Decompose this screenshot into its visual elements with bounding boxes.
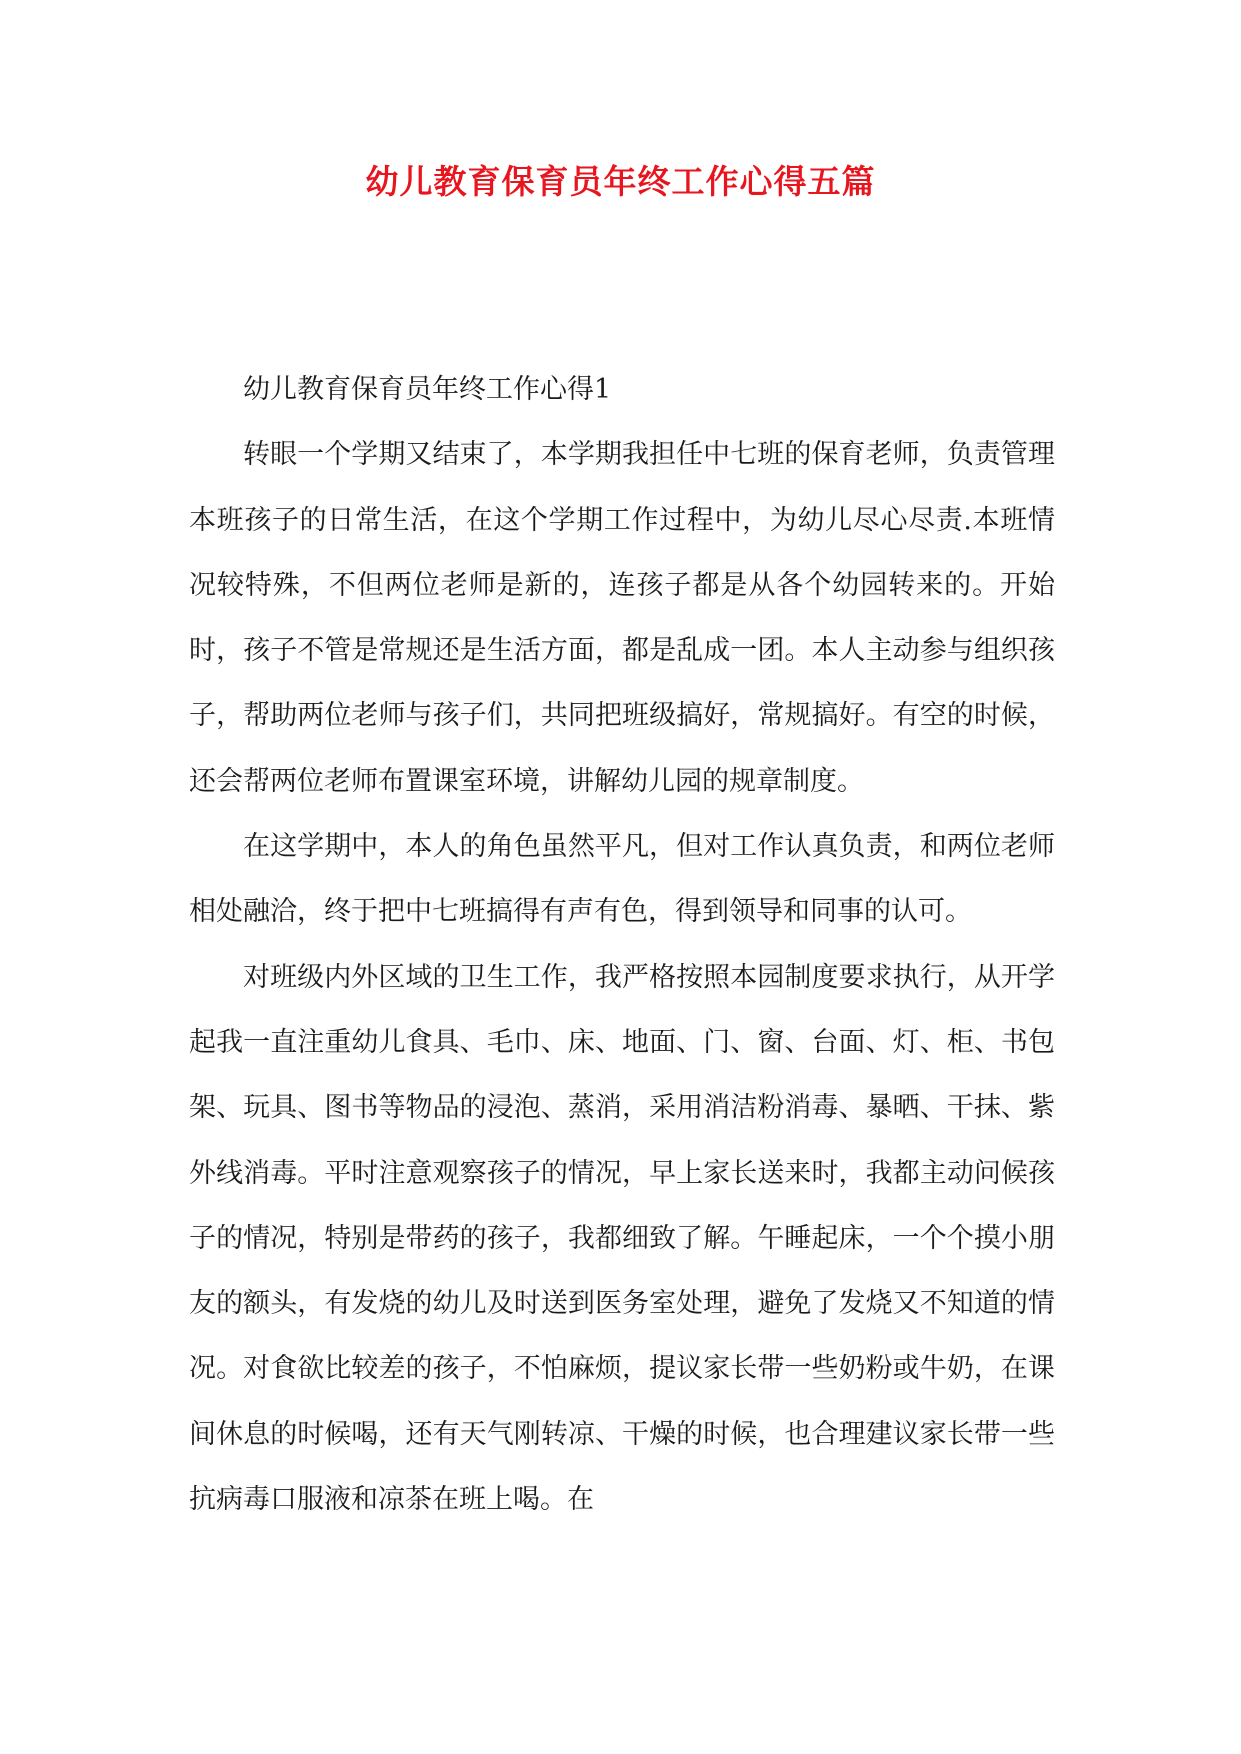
section-heading: 幼儿教育保育员年终工作心得1	[243, 374, 612, 405]
document-body	[189, 357, 1055, 1532]
body-paragraph-1: 转眼一个学期又结束了，本学期我担任中七班的保育老师，负责管理本班孩子的日常生活，在这个学期工作过程中，为幼儿尽心尽责.本班情况较特殊，不但两位老师是新的，连孩子都是从各个幼园转来的。开始时，孩子不管是常规还是生活方面，都是乱成一团。本人主动参与组织孩子，帮助两位老师与孩子们，共同把班级搞好，常规搞好。有空的时候，还会帮两位老师布置课室环境，讲解幼儿园的规章制度。	[189, 439, 1055, 797]
body-paragraph-3: 对班级内外区域的卫生工作，我严格按照本园制度要求执行，从开学起我一直注重幼儿食具、毛巾、床、地面、门、窗、台面、灯、柜、书包架、玩具、图书等物品的浸泡、蒸消，采用消洁粉消毒、暴晒、干抹、紫外线消毒。平时注意观察孩子的情况，早上家长送来时，我都主动问候孩子的情况，特别是带药的孩子，我都细致了解。午睡起床，一个个摸小朋友的额头，有发烧的幼儿及时送到医务室处理，避免了发烧又不知道的情况。对食欲比较差的孩子，不怕麻烦，提议家长带一些奶粉或牛奶，在课间休息的时候喝，还有天气刚转凉、干燥的时候，也合理建议家长带一些抗病毒口服液和凉茶在班上喝。在	[189, 961, 1055, 1516]
document-title: 幼儿教育保育员年终工作心得五篇	[365, 162, 876, 201]
body-paragraph-2: 在这学期中，本人的角色虽然平凡，但对工作认真负责，和两位老师相处融洽，终于把中七班搞得有声有色，得到领导和同事的认可。	[189, 831, 1055, 928]
